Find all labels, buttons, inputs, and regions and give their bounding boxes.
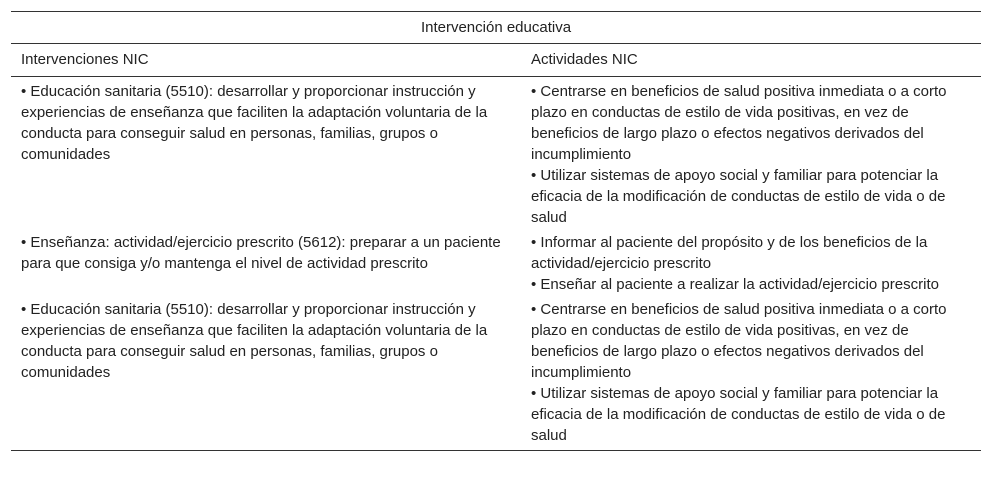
table-row (11, 228, 981, 295)
intervention-cell (11, 228, 521, 295)
activity-item: • Utilizar sistemas de apoyo social y familiar para potenciar la eficacia de la modificación de conductas de estilo de vida o de salud (531, 385, 946, 444)
column-header-activities: Actividades NIC (521, 44, 981, 77)
table-row (11, 295, 981, 451)
intervention-text: • Enseñanza: actividad/ejercicio prescrito (5612): preparar a un paciente para que consiga y/o mantenga el nivel de actividad prescrito (21, 234, 501, 272)
activity-item: • Enseñar al paciente a realizar la actividad/ejercicio prescrito (531, 276, 939, 293)
activity-item: • Informar al paciente del propósito y de los beneficios de la actividad/ejercicio prescrito (531, 234, 928, 272)
intervention-text: • Educación sanitaria (5510): desarrollar y proporcionar instrucción y experiencias de enseñanza que faciliten la adaptación voluntaria de la conducta para conseguir salud en personas, familias, grupos o comunidades (21, 83, 488, 163)
intervention-table-container (11, 11, 981, 451)
intervention-cell (11, 77, 521, 229)
table-row (11, 77, 981, 229)
intervention-text: • Educación sanitaria (5510): desarrollar y proporcionar instrucción y experiencias de enseñanza que faciliten la adaptación voluntaria de la conducta para conseguir salud en personas, familias, grupos o comunidades (21, 301, 488, 381)
intervention-table (11, 11, 981, 451)
table-title: Intervención educativa (11, 12, 981, 44)
table-title-row (11, 12, 981, 44)
activity-item: • Centrarse en beneficios de salud positiva inmediata o a corto plazo en conductas de estilo de vida positivas, en vez de beneficios de largo plazo o efectos negativos derivados del incumplimiento (531, 83, 947, 163)
activity-item: • Centrarse en beneficios de salud positiva inmediata o a corto plazo en conductas de estilo de vida positivas, en vez de beneficios de largo plazo o efectos negativos derivados del incumplimiento (531, 301, 947, 381)
activity-item: • Utilizar sistemas de apoyo social y familiar para potenciar la eficacia de la modificación de conductas de estilo de vida o de salud (531, 167, 946, 226)
intervention-cell (11, 295, 521, 451)
column-header-interventions: Intervenciones NIC (11, 44, 521, 77)
table-header-row (11, 44, 981, 77)
activities-cell (521, 77, 981, 229)
activities-cell (521, 228, 981, 295)
activities-cell (521, 295, 981, 451)
